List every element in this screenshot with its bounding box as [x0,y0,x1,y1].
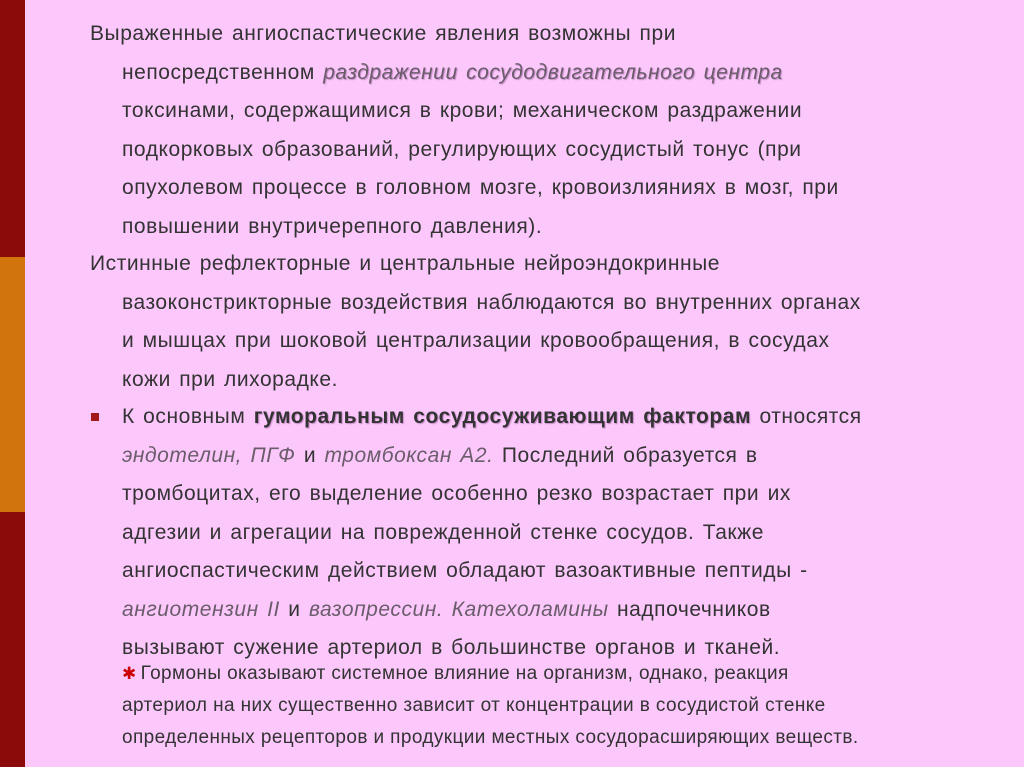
p2-line2: вазоконстрикторные воздействия наблюдаются во внутренних органах [122,290,861,314]
p3-l2a: эндотелин, ПГФ [122,443,296,467]
p3-line4: адгезии и агрегации на поврежденной стенке сосудов. Также [122,520,764,544]
p2-line4: кожи при лихорадке. [122,367,339,391]
p3-l1c: относятся [751,405,862,428]
left-bar-dark-red-bottom [0,512,25,767]
p3-l6b: и [279,597,309,621]
p1-line1: Выраженные ангиоспастические явления возможны при [90,22,676,45]
left-bar-dark-red [0,0,25,257]
p1-highlight: раздражении сосудодвигательного центра [323,60,783,84]
p3-l2c: тромбоксан А2. [324,443,494,467]
note-line1: Гормоны оказывают системное влияние на организм, однако, реакция [140,663,789,684]
p3-line7: вызывают сужение артериол в большинстве органов и тканей. [122,636,781,659]
p1-line5: опухолевом процессе в головном мозге, кровоизлияниях в мозг, при [122,176,839,199]
paragraph-reflex [90,245,990,399]
p3-line3: тромбоцитах, его выделение особенно резко возрастает при их [122,482,791,505]
p3-l6a: ангиотензин II [122,597,280,621]
p1-line3: токсинами, содержащимися в крови; механическом раздражении [122,99,803,122]
p3-l2b: и [295,443,325,467]
left-bar-orange [0,257,25,512]
paragraph-angiospastic [90,15,990,246]
p2-line3: и мышцах при шоковой централизации кровообращения, в сосудах [122,329,830,352]
p1-line2a: непосредственном [122,60,324,84]
asterisk-icon: ✱ [122,664,137,683]
p3-highlight: гуморальным сосудосуживающим факторам [253,405,752,428]
paragraph-humoral [90,398,990,668]
p3-l2d: Последний образуется в [493,443,758,467]
p1-line4: подкорковых образований, регулирующих сосудистый тонус (при [122,137,802,161]
p3-l6c: вазопрессин. Катехоламины [308,597,609,621]
p3-l1a: К основным [122,405,254,428]
p1-line6: повышении внутричерепного давления). [122,214,543,238]
hormones-note [122,658,1002,754]
p3-line5: ангиоспастическим действием обладают вазоактивные пептиды - [122,559,808,582]
p2-line1: Истинные рефлекторные и центральные нейроэндокринные [90,252,721,275]
note-line3: определенных рецепторов и продукции местных сосудорасширяющих веществ. [122,727,859,748]
p3-l6d: надпочечников [608,597,771,621]
note-line2: артериол на них существенно зависит от концентрации в сосудистой стенке [122,695,826,716]
